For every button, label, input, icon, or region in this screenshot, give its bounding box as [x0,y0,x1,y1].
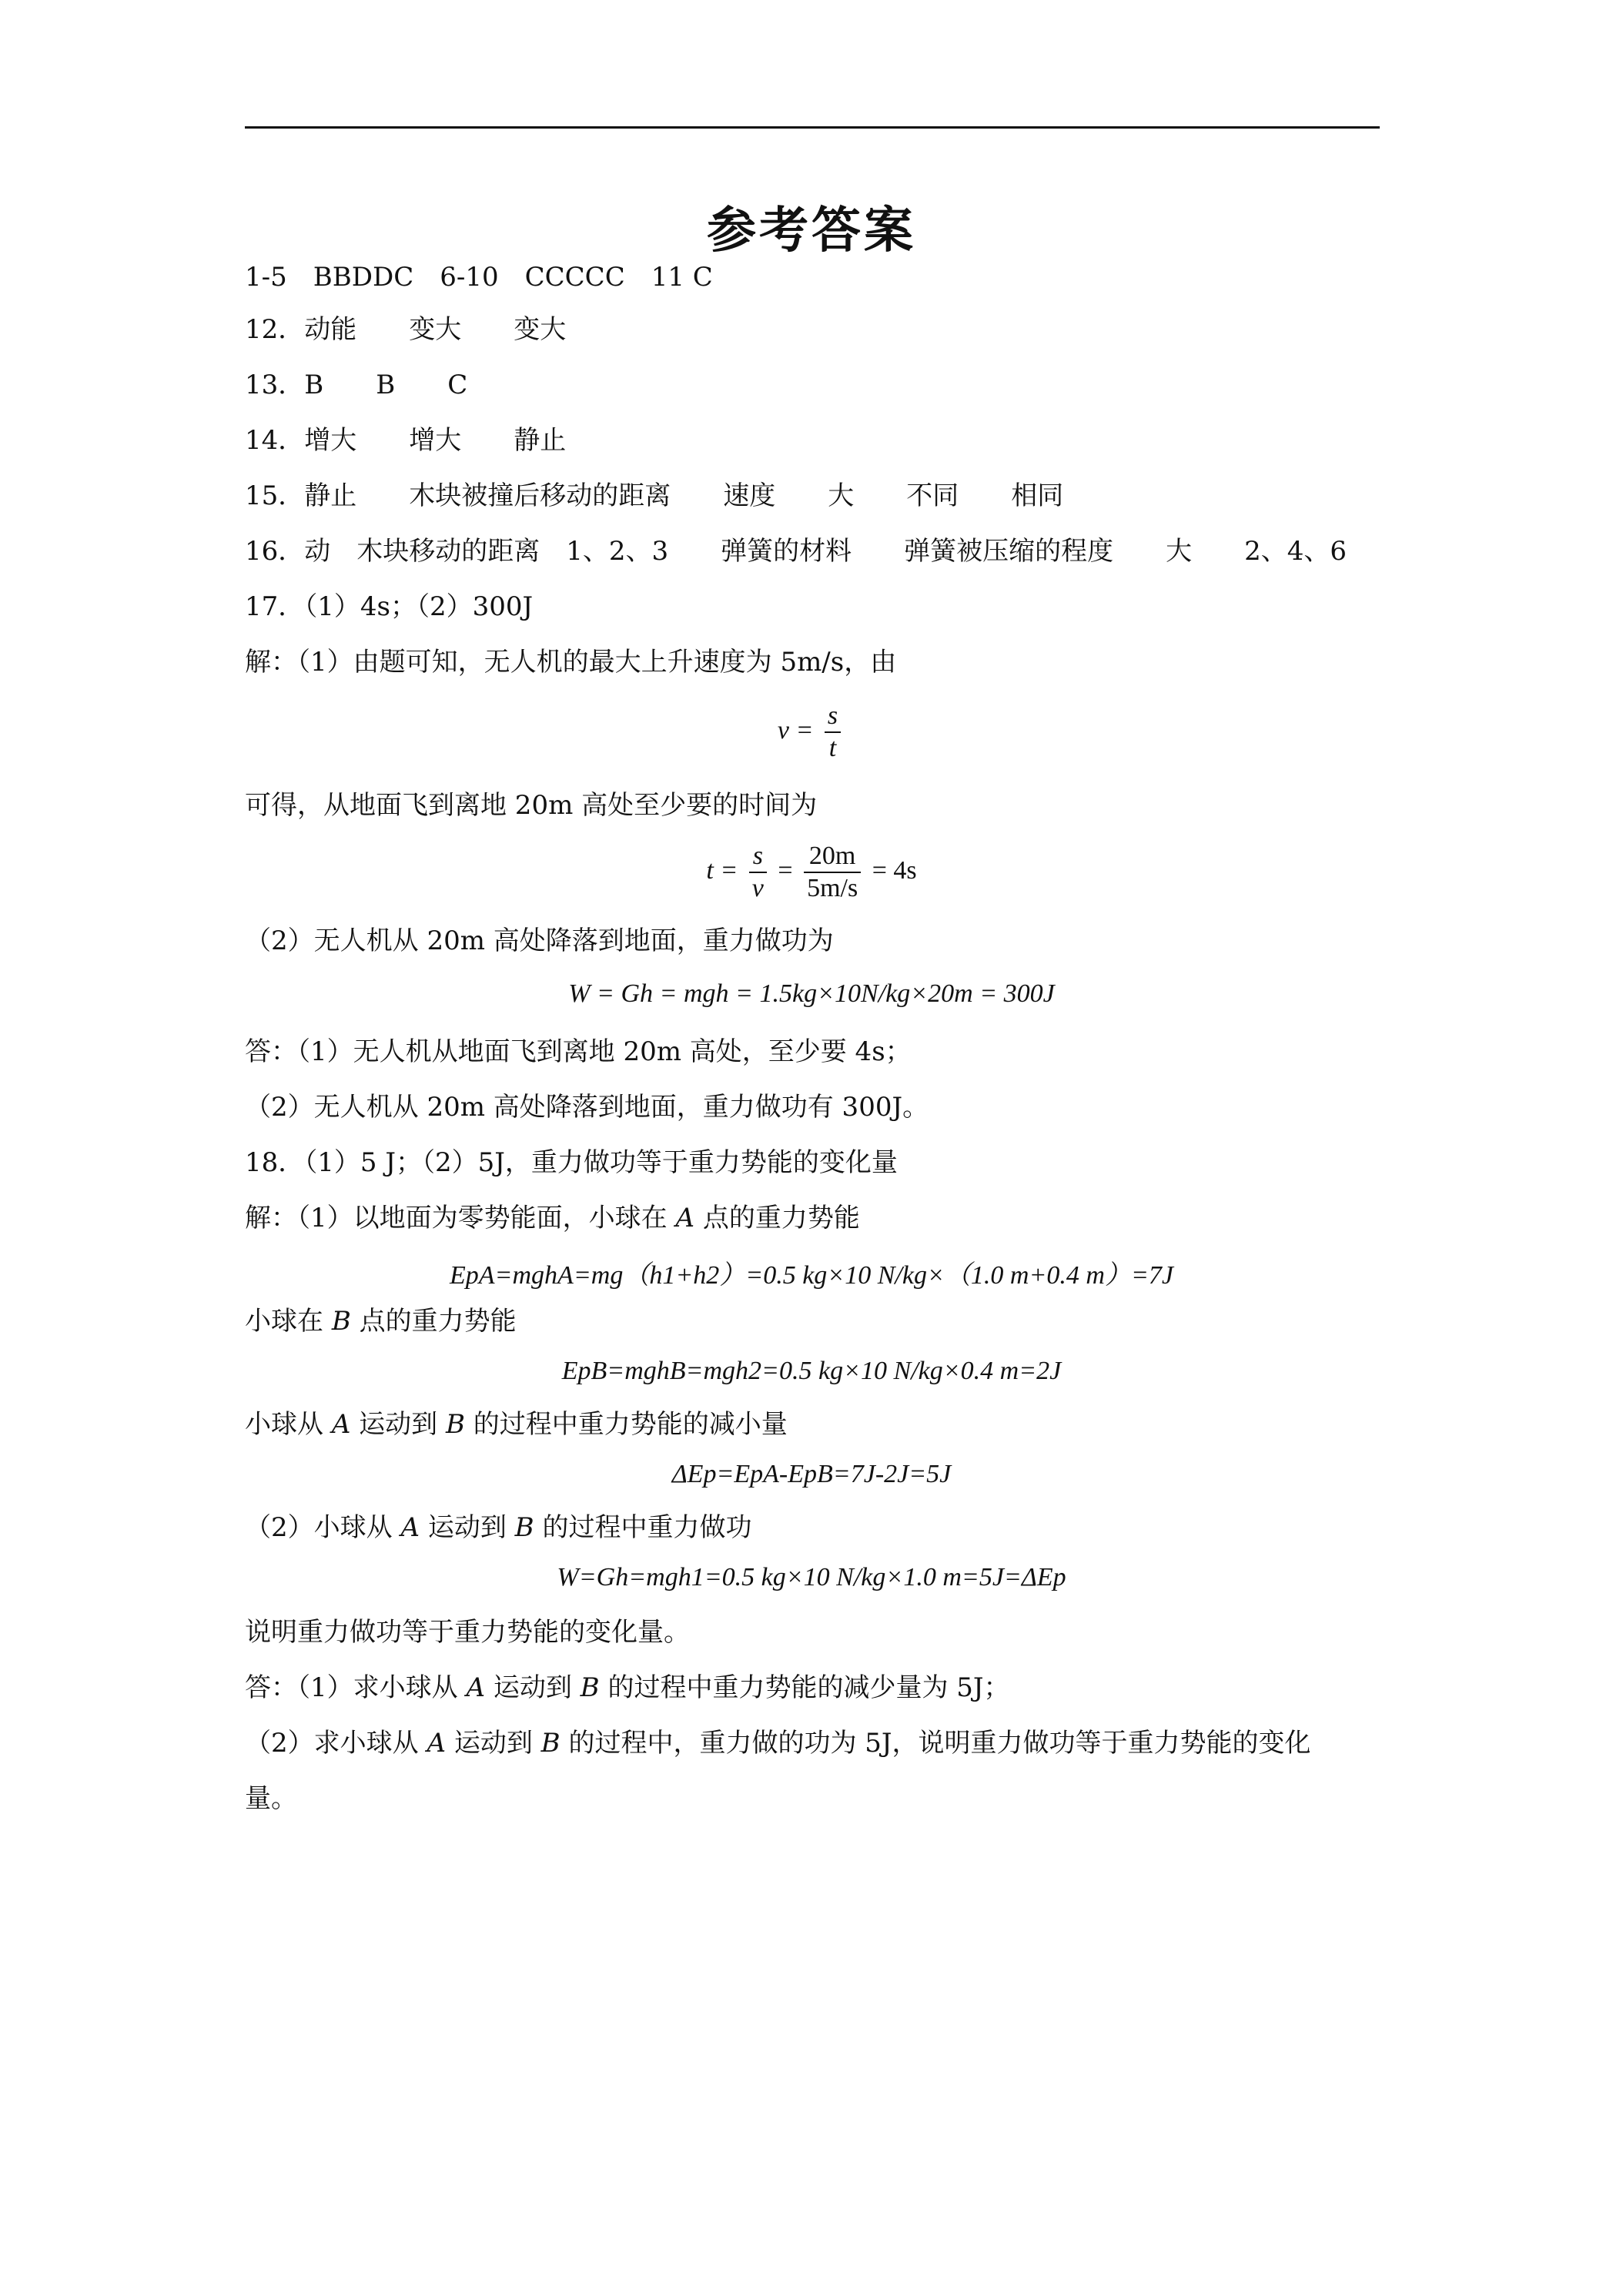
page-title: 参考答案 [707,202,916,259]
text: 点的重力势能 [694,1203,860,1233]
answer-12: 12．动能 变大 变大 [245,314,567,345]
point-a-label: A [331,1409,351,1440]
text: （2）求小球从 [245,1728,427,1759]
solution-18-b [245,1304,1380,1338]
formula-work-17-text: W = Gh = mgh = 1.5kg×10N/kg×20m = 300J [568,979,1055,1008]
fraction-numerator: 20m [804,841,861,873]
answer-1-11: 1-5 BBDDC 6-10 CCCCC 11 C [245,262,713,293]
point-b-label: B [540,1728,561,1759]
solution-18-decrease [245,1407,1380,1441]
formula-time [0,841,1623,904]
answer-17-conclusion-2: （2）无人机从 20m 高处降落到地面，重力做功有 300J。 [245,1092,929,1123]
formula-velocity-lhs: v = [777,715,814,745]
text: 点的重力势能 [350,1306,517,1337]
text: （2）小球从 [245,1512,401,1543]
solution-17-step: 可得，从地面飞到离地 20m 高处至少要的时间为 [245,790,818,821]
fraction-denominator: v [751,874,764,902]
text: 运动到 [350,1409,446,1440]
answer-15: 15．静止 木块被撞后移动的距离 速度 大 不同 相同 [245,480,1064,511]
formula-velocity [0,701,1623,764]
formula-epa-text: EpA=mghA=mg（h1+h2）=0.5 kg×10 N/kg×（1.0 m+0.4 m）=7J [450,1261,1173,1290]
top-rule [245,126,1380,129]
answer-18: 18．（1）5 J；（2）5J，重力做功等于重力势能的变化量 [245,1147,898,1178]
solution-18-part2 [245,1511,1380,1545]
fraction-values [804,841,861,904]
point-a-label: A [400,1512,420,1543]
answer-18-conclusion-3: 量。 [245,1783,297,1814]
point-a-label: A [675,1203,695,1233]
text: 的过程中重力势能的减少量为 5J； [599,1672,1010,1703]
solution-18-intro [245,1201,1380,1235]
equals-sign: = [778,855,793,885]
fraction-denominator: t [828,734,837,762]
point-b-label: B [580,1672,600,1703]
fraction-s-over-t [825,701,841,764]
formula-epa [0,1253,1623,1291]
formula-time-lhs: t = [706,855,738,885]
fraction-numerator: s [752,842,763,870]
fraction-s-over-v [749,841,767,904]
point-a-label: A [466,1672,486,1703]
formula-time-result: = 4s [872,855,917,885]
point-b-label: B [331,1306,351,1337]
text: 解：（1）以地面为零势能面，小球在 [245,1203,676,1233]
text: 小球在 [245,1306,332,1337]
formula-epb [0,1357,1623,1386]
formula-work-18 [0,1563,1623,1592]
fraction-denominator: 5m/s [807,874,858,902]
text: 运动到 [420,1512,515,1543]
point-b-label: B [514,1512,534,1543]
answer-18-conclusion-2 [245,1726,1380,1760]
text: 小球从 [245,1409,332,1440]
solution-18-explain: 说明重力做功等于重力势能的变化量。 [245,1617,690,1648]
text: 的过程中，重力做的功为 5J，说明重力做功等于重力势能的变化 [560,1728,1311,1759]
point-b-label: B [446,1409,465,1440]
formula-delta-ep-text: ΔEp=EpA-EpB=7J-2J=5J [671,1460,952,1488]
formula-epb-text: EpB=mghB=mgh2=0.5 kg×10 N/kg×0.4 m=2J [561,1357,1062,1385]
text: 的过程中重力做功 [534,1512,752,1543]
answer-18-conclusion-1 [245,1671,1380,1705]
text: 运动到 [446,1728,541,1759]
text: 答：（1）求小球从 [245,1672,467,1703]
point-a-label: A [427,1728,447,1759]
formula-work-18-text: W=Gh=mgh1=0.5 kg×10 N/kg×1.0 m=5J=ΔEp [557,1563,1066,1591]
solution-17-part2: （2）无人机从 20m 高处降落到地面，重力做功为 [245,925,834,956]
formula-delta-ep [0,1460,1623,1489]
text: 的过程中重力势能的减小量 [465,1409,788,1440]
formula-work-17 [0,979,1623,1009]
text: 运动到 [485,1672,581,1703]
answer-13: 13．B B C [245,370,468,400]
fraction-numerator: s [827,701,838,730]
answer-17: 17．（1）4s；（2）300J [245,591,534,622]
answer-16: 16．动 木块移动的距离 1、2、3 弹簧的材料 弹簧被压缩的程度 大 2、4、6 [245,536,1347,567]
answer-17-conclusion-1: 答：（1）无人机从地面飞到离地 20m 高处，至少要 4s； [245,1036,912,1067]
answer-14: 14．增大 增大 静止 [245,425,567,456]
solution-17-intro: 解：（1）由题可知，无人机的最大上升速度为 5m/s，由 [245,647,897,678]
